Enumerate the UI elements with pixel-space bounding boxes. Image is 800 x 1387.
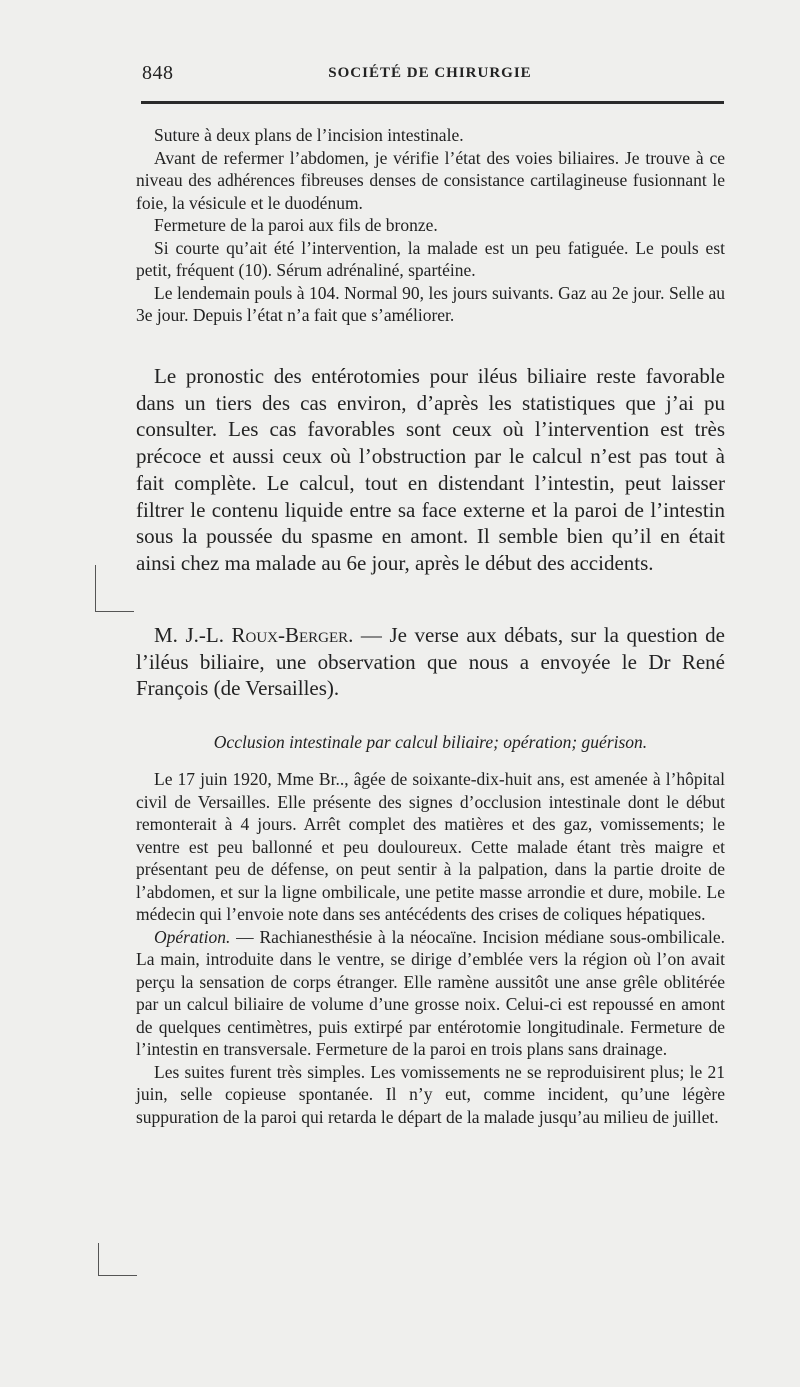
paragraph: Suture à deux plans de l’incision intestinale. bbox=[154, 125, 464, 145]
paragraph: Les suites furent très simples. Les vomissements ne se reproduisirent plus; le 21 juin, selle copieuse spontanée. Il n’y eut, comme incident, qu’une légère suppuration de la paroi qui retarda le départ de la malade jusqu’au milieu de juillet. bbox=[136, 1061, 725, 1127]
margin-pencil-mark bbox=[98, 1243, 137, 1276]
speaker-name: M. J.-L. Roux-Berger. bbox=[154, 623, 354, 647]
paragraph-text: — Rachianesthésie à la néocaïne. Incision médiane sous-ombilicale. La main, introduite dans le ventre, se dirige d’emblée vers la région où l’on avait perçu la sensation de corps étranger. Elle ramène aussitôt une anse grêle oblitérée par un calcul biliaire de volume d’une grosse noix. Celui-ci est repoussé en amont de quelques centimètres, puis extirpé par entérotomie longitudinale. Fermeture de l’intestin en transversale. Fermeture de la paroi en trois plans sans drainage. bbox=[136, 926, 725, 1059]
paragraph: Si courte qu’ait été l’intervention, la malade est un peu fatiguée. Le pouls est petit, fréquent (10). Sérum adrénaliné, spartéine. bbox=[136, 237, 725, 280]
section-heading: Occlusion intestinale par calcul biliaire; opération; guérison. bbox=[213, 732, 648, 752]
running-title: SOCIÉTÉ DE CHIRURGIE bbox=[328, 65, 532, 81]
subheading-label: Opération. bbox=[154, 926, 231, 947]
paragraph: Le lendemain pouls à 104. Normal 90, les jours suivants. Gaz au 2e jour. Selle au 3e jour. Depuis l’état n’a fait que s’améliorer. bbox=[136, 282, 725, 325]
page-number: 848 bbox=[142, 62, 174, 84]
page-header bbox=[136, 62, 724, 88]
paragraph: Fermeture de la paroi aux fils de bronze. bbox=[154, 215, 438, 235]
paragraph: Le pronostic des entérotomies pour iléus biliaire reste favorable dans un tiers des cas environ, d’après les statistiques que j’ai pu consulter. Les cas favorables sont ceux où l’intervention est très précoce et aussi ceux où l’obstruction par le calcul n’est pas tout à fait complète. Le calcul, tout en distendant l’intestin, peut laisser filtrer le contenu liquide entre sa face externe et la paroi de l’intestin sous la poussée du spasme en amont. Il semble bien qu’il en était ainsi chez ma malade au 6e jour, après le début des accidents. bbox=[136, 364, 725, 575]
discussion bbox=[136, 363, 725, 577]
paragraph: Avant de refermer l’abdomen, je vérifie l’état des voies biliaires. Je trouve à ce niveau des adhérences fibreuses denses de consistance cartilagineuse fusionnant le foie, la vésicule et le duodénum. bbox=[136, 147, 725, 213]
observation bbox=[136, 768, 725, 1128]
paragraph-text: — Je verse aux débats, sur la question de l’iléus biliaire, une observation que nous a envoyée le Dr René François (de Versailles). bbox=[136, 623, 725, 701]
header-rule bbox=[141, 101, 724, 104]
paragraph bbox=[136, 622, 725, 702]
case-continuation bbox=[136, 124, 725, 327]
paragraph: Le 17 juin 1920, Mme Br.., âgée de soixante-dix-huit ans, est amenée à l’hôpital civil de Versailles. Elle présente des signes d’occlusion intestinale dont le début remonterait à 4 jours. Arrêt complet des matières et des gaz, vomissements; le ventre est peu ballonné et peu douloureux. Cette malade étant très maigre et présentant peu de défense, on peut sentir à la palpation, dans la partie droite de l’abdomen, et sur la ligne ombilicale, une petite masse arrondie et dure, mobile. Le médecin qui l’envoie note dans ses antécédents des crises de coliques hépatiques. bbox=[136, 769, 725, 924]
paragraph bbox=[136, 926, 725, 1061]
intervention bbox=[136, 622, 725, 702]
margin-pencil-mark bbox=[95, 565, 134, 612]
